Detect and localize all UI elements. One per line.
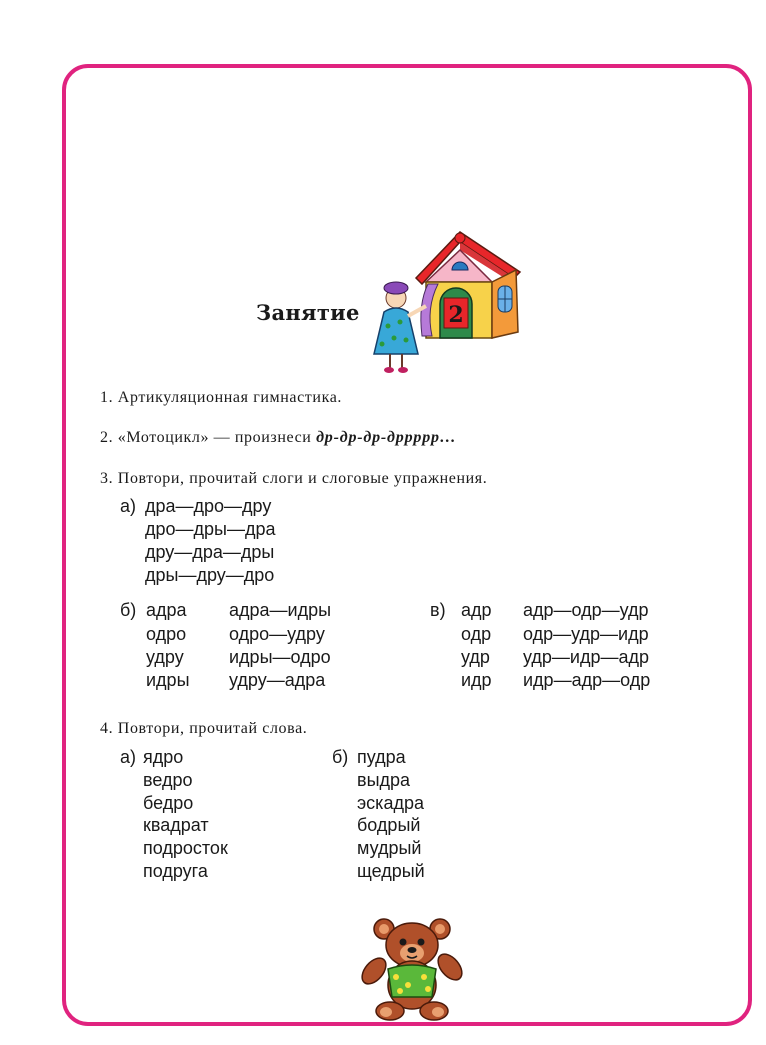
ex4-a-word: подруга (143, 861, 208, 881)
ex3-b-exercise: адра—идры (229, 600, 332, 620)
ex4-b-label: б) (332, 747, 349, 767)
lesson-number: 2 (448, 302, 464, 328)
ex3-v-exercise: идр—адр—одр (523, 670, 651, 690)
item-1: 1. Артикуляционная гимнастика. (100, 389, 342, 406)
house-illustration (368, 228, 528, 378)
item-2-sound: др-др-др-дррррр… (316, 429, 457, 446)
ex3-b-syllable: удру (146, 647, 184, 667)
ex3-v-exercise: одр—удр—идр (523, 624, 649, 644)
ex3-v-syllable: одр (461, 624, 492, 644)
ex4-a-word: ядро (143, 747, 184, 767)
item-3: 3. Повтори, прочитай слоги и слоговые упражнения. (100, 470, 488, 487)
ex3-a-line: дру—дра—дры (145, 542, 275, 562)
item-2 (100, 429, 457, 447)
ex3-b-syllable: одро (146, 624, 187, 644)
ex3-b-label: б) (120, 600, 137, 620)
ex4-a-word: ведро (143, 770, 193, 790)
ex3-b-exercise: одро—удру (229, 624, 325, 644)
ex3-a-label: а) (120, 496, 137, 516)
ex3-v-syllable: адр (461, 600, 492, 620)
ex3-v-exercise: удр—идр—адр (523, 647, 650, 667)
ex3-a-line: дро—дры—дра (145, 519, 276, 539)
ex4-b-word: бодрый (357, 815, 421, 835)
ex4-a-word: подросток (143, 838, 228, 858)
ex3-v-exercise: адр—одр—удр (523, 600, 649, 620)
ex4-b-word: эскадра (357, 793, 424, 813)
ex4-a-label: а) (120, 747, 137, 767)
ex3-b-exercise: идры—одро (229, 647, 331, 667)
ex4-b-word: выдра (357, 770, 411, 790)
ex3-b-exercise: удру—адра (229, 670, 326, 690)
ex3-b-syllable: адра (146, 600, 187, 620)
item-4: 4. Повтори, прочитай слова. (100, 720, 308, 737)
ex3-a-line: дры—дру—дро (145, 565, 275, 585)
ex3-v-syllable: удр (461, 647, 490, 667)
ex4-b-word: пудра (357, 747, 406, 767)
ex3-a-line: дра—дро—дру (145, 496, 272, 516)
ex4-a-word: бедро (143, 793, 194, 813)
lesson-title: Занятие (256, 300, 360, 325)
ex4-b-word: щедрый (357, 861, 425, 881)
ex3-v-label: в) (430, 600, 446, 620)
ex4-a-word: квадрат (143, 815, 209, 835)
item-2-text: 2. «Мотоцикл» — произнеси (100, 429, 317, 446)
ex3-b-syllable: идры (146, 670, 190, 690)
teddy-bear-illustration (360, 915, 465, 1023)
ex3-v-syllable: идр (461, 670, 492, 690)
ex4-b-word: мудрый (357, 838, 422, 858)
